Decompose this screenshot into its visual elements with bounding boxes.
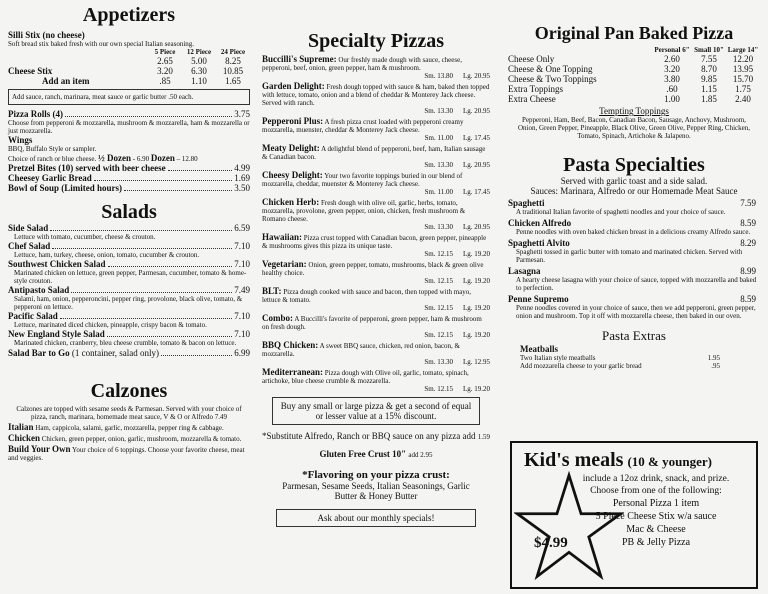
gluten-price: add 2.95 bbox=[408, 451, 433, 459]
dot-leader bbox=[71, 285, 232, 293]
specialty-item bbox=[262, 286, 490, 312]
kids-line2: Choose from one of the following: bbox=[590, 486, 722, 496]
specialty-list bbox=[262, 54, 490, 393]
add-p12: 1.10 bbox=[191, 76, 207, 86]
specialty-name: Chicken Herb: bbox=[262, 197, 320, 207]
kids-line1: include a 12oz drink, snack, and prize. bbox=[582, 474, 730, 484]
sauce-note: Add sauce, ranch, marinara, meat sauce or garlic butter .50 each. bbox=[8, 89, 250, 105]
salad-name: Pacific Salad bbox=[8, 311, 58, 321]
specialty-name: Pepperoni Plus: bbox=[262, 116, 324, 126]
pan-small: 7.55 bbox=[701, 54, 717, 64]
salad-desc: Salami, ham, onion, pepperoncini, pepper ring, provolone, black olive, tomato, & pepperoni on lettuce. bbox=[14, 295, 243, 311]
specialty-prices bbox=[262, 304, 490, 312]
pan-rows bbox=[508, 54, 760, 104]
price-large: Lg. 19.20 bbox=[462, 250, 490, 258]
meatball-name: Add mozzarella cheese to your garlic bread bbox=[520, 362, 642, 370]
specialty-desc: Pizza crust topped with Canadian bacon, green pepper, pineapple & mushrooms gives this pizza its unique taste. bbox=[262, 234, 487, 250]
specialty-prices bbox=[262, 358, 490, 366]
specialty-item bbox=[262, 143, 490, 169]
hdr-24: 24 Piece bbox=[220, 48, 246, 56]
specialty-name: Cheesy Delight: bbox=[262, 170, 323, 180]
price-large: Lg. 20.95 bbox=[462, 72, 490, 80]
hdr-large: Large 14" bbox=[727, 46, 759, 54]
specialty-item bbox=[262, 259, 490, 285]
pan-name: Cheese & Two Toppings bbox=[508, 74, 597, 84]
pasta-desc: A hearty cheese lasagna with your choice of sauce, topped with mozzarella and baked to perfection. bbox=[516, 276, 757, 292]
salad-row bbox=[8, 285, 250, 295]
substitute-text: *Substitute Alfredo, Ranch or BBQ sauce on any pizza add bbox=[262, 431, 476, 441]
price-small: Sm. 12.15 bbox=[424, 304, 453, 312]
garlic-bread-name: Cheesey Garlic Bread bbox=[8, 173, 92, 183]
pan-small: 1.85 bbox=[701, 94, 717, 104]
dot-leader bbox=[107, 329, 232, 337]
pretzel-row bbox=[8, 163, 250, 173]
salad-desc: Lettuce, marinated diced chicken, pineapple, crispy bacon & tomato. bbox=[14, 321, 207, 329]
specialty-desc: A sweet BBQ sauce, chicken, red onion, bacon, & mozzarella. bbox=[262, 342, 460, 358]
pasta-row bbox=[508, 266, 760, 276]
salad-bar-note: (1 container, salad only) bbox=[71, 348, 159, 358]
pasta-name: Penne Supremo bbox=[508, 294, 569, 304]
calzone-list bbox=[8, 422, 250, 462]
promo-box: Buy any small or large pizza & get a second of equal or lesser value at a 15% discount. bbox=[272, 397, 480, 425]
salad-price: 7.49 bbox=[234, 285, 250, 295]
specialty-desc: Your two favorite toppings buried in our blend of mozzarella, cheddar, muenster & Monterey Jack cheese. bbox=[262, 172, 463, 188]
meatball-row bbox=[508, 354, 760, 362]
pan-large: 1.75 bbox=[735, 84, 751, 94]
salad-price: 7.10 bbox=[234, 259, 250, 269]
kids-age: (10 & younger) bbox=[627, 454, 712, 469]
specialty-name: Combo: bbox=[262, 313, 293, 323]
salad-price: 7.10 bbox=[234, 241, 250, 251]
silli-title: Silli Stix (no cheese) bbox=[8, 30, 85, 40]
price-large: Lg. 20.95 bbox=[462, 107, 490, 115]
pasta-desc: Penne noodles covered in your choice of sauce, then we add pepperoni, green pepper, onion and mushroom. Top it off with mozzarella cheese, then baked in our oven. bbox=[516, 304, 756, 320]
salad-row bbox=[8, 259, 250, 269]
price-small: Sm. 12.15 bbox=[424, 250, 453, 258]
pasta-title: Pasta Specialties bbox=[563, 154, 705, 176]
pan-personal: 1.00 bbox=[664, 94, 680, 104]
salad-row bbox=[8, 329, 250, 339]
tempting-list: Pepperoni, Ham, Beef, Bacon, Canadian Bacon, Sausage, Anchovy, Mushroom, Onion, Green Pepper, Pineapple, Black Olive, Green Olive, Pepper Ring, Chicken, Tomato, Spinach, Artichoke & Jalapeno. bbox=[517, 116, 751, 140]
hdr-12: 12 Piece bbox=[186, 48, 212, 56]
dot-leader bbox=[52, 241, 232, 249]
pan-name: Cheese Only bbox=[508, 54, 555, 64]
pan-row bbox=[508, 94, 760, 104]
meatball-row bbox=[508, 362, 760, 370]
pasta-name: Lasagna bbox=[508, 266, 541, 276]
flavor-title: *Flavoring on your pizza crust: bbox=[302, 469, 450, 481]
salad-name: Chef Salad bbox=[8, 241, 51, 251]
left-column bbox=[8, 0, 250, 594]
price-large: Lg. 19.20 bbox=[462, 385, 490, 393]
salad-name: Southwest Chicken Salad bbox=[8, 259, 106, 269]
price-small: Sm. 12.15 bbox=[424, 331, 453, 339]
price-large: Lg. 17.45 bbox=[462, 188, 490, 196]
pan-personal: 2.60 bbox=[664, 54, 680, 64]
monthly-specials: Ask about our monthly specials! bbox=[276, 509, 476, 527]
specialty-item bbox=[262, 367, 490, 393]
calzone-desc: Chicken, green pepper, onion, garlic, mushroom, mozzarella & tomato. bbox=[41, 435, 242, 443]
pan-name: Extra Toppings bbox=[508, 84, 563, 94]
specialty-name: BLT: bbox=[262, 286, 282, 296]
pasta-price: 8.29 bbox=[740, 238, 756, 248]
add-item-name: Add an item bbox=[42, 76, 90, 86]
specialty-prices bbox=[262, 161, 490, 169]
specialty-item bbox=[262, 170, 490, 196]
pizza-rolls-name: Pizza Rolls (4) bbox=[8, 109, 63, 119]
specialty-prices bbox=[262, 72, 490, 80]
calzone-name: Italian bbox=[8, 422, 34, 432]
specialty-prices bbox=[262, 134, 490, 142]
pasta-sub2: Sauces: Marinara, Alfredo or our Homemade Meat Sauce bbox=[530, 186, 738, 196]
garlic-bread-price: 1.69 bbox=[234, 173, 250, 183]
meatball-name: Two Italian style meatballs bbox=[520, 354, 596, 362]
pan-large: 13.95 bbox=[732, 64, 754, 74]
half-price: - 6.90 bbox=[132, 155, 150, 163]
pasta-row bbox=[508, 294, 760, 304]
price-large: Lg. 12.95 bbox=[462, 358, 490, 366]
cheese-stix-row bbox=[8, 66, 250, 76]
salad-desc: Lettuce with tomato, cucumber, cheese & crouton. bbox=[14, 233, 156, 241]
specialty-name: Vegetarian: bbox=[262, 259, 307, 269]
pasta-row bbox=[508, 238, 760, 248]
wings-name: Wings bbox=[8, 135, 33, 145]
dot-leader bbox=[50, 223, 232, 231]
pasta-extras-title: Pasta Extras bbox=[602, 328, 666, 343]
pan-small: 1.15 bbox=[701, 84, 717, 94]
salad-list bbox=[8, 223, 250, 347]
pasta-desc: Spaghetti tossed in garlic butter with tomato and marinated chicken. Served with Parmesan. bbox=[516, 248, 743, 264]
pan-name: Extra Cheese bbox=[508, 94, 556, 104]
add-p5: .85 bbox=[159, 76, 171, 86]
wings-choice: Choice of ranch or blue cheese. bbox=[8, 155, 97, 163]
price-small: Sm. 13.30 bbox=[424, 107, 453, 115]
price-large: Lg. 19.20 bbox=[462, 277, 490, 285]
silli-p24: 8.25 bbox=[225, 56, 241, 66]
specialty-item bbox=[262, 116, 490, 142]
pizza-rolls-price: 3.75 bbox=[234, 109, 250, 119]
specialty-prices bbox=[262, 188, 490, 196]
price-large: Lg. 17.45 bbox=[462, 134, 490, 142]
pan-large: 15.70 bbox=[732, 74, 754, 84]
dozen: Dozen bbox=[150, 153, 175, 163]
specialty-title: Specialty Pizzas bbox=[307, 30, 445, 52]
specialty-prices bbox=[262, 223, 490, 231]
dozen-price: – 12.80 bbox=[176, 155, 198, 163]
calzones-title: Calzones bbox=[90, 380, 168, 402]
calzone-name: Chicken bbox=[8, 433, 41, 443]
cheese-p24: 10.85 bbox=[222, 66, 244, 76]
pasta-price: 8.59 bbox=[740, 294, 756, 304]
pan-row bbox=[508, 64, 760, 74]
add-p24: 1.65 bbox=[225, 76, 241, 86]
pan-personal: 3.80 bbox=[664, 74, 680, 84]
specialty-prices bbox=[262, 107, 490, 115]
dot-leader bbox=[108, 259, 233, 267]
add-item-row bbox=[8, 76, 250, 86]
salad-bar-row bbox=[8, 348, 250, 358]
pasta-price: 8.59 bbox=[740, 218, 756, 228]
pan-personal: .60 bbox=[666, 84, 678, 94]
specialty-desc: A delightful blend of pepperoni, beef, ham, Italian sausage & Canadian bacon. bbox=[262, 145, 486, 161]
salad-bar-name: Salad Bar to Go bbox=[8, 348, 70, 358]
specialty-desc: A fresh pizza crust loaded with pepperoni creamy mozzarella, muenster, cheddar & Monterey Jack cheese. bbox=[262, 118, 464, 134]
salad-name: Antipasto Salad bbox=[8, 285, 70, 295]
gluten-row bbox=[262, 449, 490, 459]
pan-row bbox=[508, 84, 760, 94]
pan-small: 9.85 bbox=[701, 74, 717, 84]
middle-column bbox=[262, 0, 490, 594]
pan-pizza-title: Original Pan Baked Pizza bbox=[534, 23, 734, 43]
calzone-desc: Your choice of 6 toppings. Choose your favorite cheese, meat and veggies. bbox=[8, 446, 245, 462]
salad-price: 7.10 bbox=[234, 329, 250, 339]
specialty-name: Meaty Delight: bbox=[262, 143, 320, 153]
kids-item: PB & Jelly Pizza bbox=[621, 537, 691, 548]
kids-item: 5 Piece Cheese Stix w/a sauce bbox=[595, 511, 717, 522]
kids-box bbox=[510, 441, 758, 589]
pan-row bbox=[508, 74, 760, 84]
pasta-list bbox=[508, 198, 760, 320]
pasta-row bbox=[508, 218, 760, 228]
specialty-name: Garden Delight: bbox=[262, 81, 325, 91]
specialty-item bbox=[262, 197, 490, 231]
calzone-item bbox=[8, 422, 250, 432]
specialty-item bbox=[262, 81, 490, 115]
pretzel-price: 4.99 bbox=[234, 163, 250, 173]
kids-items bbox=[562, 497, 750, 549]
specialty-item bbox=[262, 54, 490, 80]
silli-p5: 2.65 bbox=[157, 56, 173, 66]
pasta-row bbox=[508, 198, 760, 208]
calzone-desc: Ham, cappicola, salami, garlic, mozzarella, pepper ring & cabbage. bbox=[35, 424, 224, 432]
salad-row bbox=[8, 223, 250, 233]
pretzel-name: Pretzel Bites (10) served with beer cheese bbox=[8, 163, 166, 173]
cheese-stix-name: Cheese Stix bbox=[8, 66, 53, 76]
salad-desc: Marinated chicken on lettuce, green pepper, Parmesan, cucumber, tomato & home-style crouton. bbox=[14, 269, 247, 285]
pan-name: Cheese & One Topping bbox=[508, 64, 593, 74]
salad-bar-price: 6.99 bbox=[234, 348, 250, 358]
meatball-price: 1.95 bbox=[707, 354, 720, 362]
price-large: Lg. 20.95 bbox=[462, 223, 490, 231]
hdr-small: Small 10" bbox=[694, 46, 724, 54]
silli-row bbox=[8, 56, 250, 66]
specialty-item bbox=[262, 232, 490, 258]
kids-title-row bbox=[524, 449, 712, 472]
cheese-p5: 3.20 bbox=[157, 66, 173, 76]
specialty-desc: Pizza dough with Olive oil, garlic, tomato, spinach, artichoke, blue cheese crumble & mozzarella. bbox=[262, 369, 469, 385]
meatball-price: .95 bbox=[711, 362, 720, 370]
salad-price: 7.10 bbox=[234, 311, 250, 321]
silli-headers bbox=[8, 48, 250, 56]
price-small: Sm. 13.30 bbox=[424, 358, 453, 366]
price-large: Lg. 19.20 bbox=[462, 304, 490, 312]
specialty-prices bbox=[262, 277, 490, 285]
kids-price: $4.99 bbox=[534, 535, 568, 551]
pan-large: 12.20 bbox=[732, 54, 754, 64]
flavor-list: Parmesan, Sesame Seeds, Italian Seasonings, Garlic Butter & Honey Butter bbox=[282, 481, 470, 501]
pasta-desc: A traditional Italian favorite of spaghetti noodles and your choice of sauce. bbox=[516, 208, 726, 216]
specialty-name: Hawaiian: bbox=[262, 232, 303, 242]
dot-leader bbox=[60, 311, 233, 319]
appetizers-title: Appetizers bbox=[82, 4, 176, 26]
salad-desc: Marinated chicken, cranberry, bleu cheese crumble, tomato & bacon on lettuce. bbox=[14, 339, 237, 347]
specialty-prices bbox=[262, 385, 490, 393]
price-small: Sm. 11.00 bbox=[424, 188, 453, 196]
salad-row bbox=[8, 241, 250, 251]
pan-personal: 3.20 bbox=[664, 64, 680, 74]
price-large: Lg. 19.20 bbox=[462, 331, 490, 339]
price-small: Sm. 11.00 bbox=[424, 134, 453, 142]
calzones-intro: Calzones are topped with sesame seeds & Parmesan. Served with your choice of pizza, ranch, marinara, homemade meat sauce, V & O or Alfredo 7.49 bbox=[16, 405, 242, 421]
substitute-price: 1.59 bbox=[477, 433, 490, 441]
substitute-note bbox=[262, 431, 490, 441]
hdr-5: 5 Piece bbox=[154, 48, 176, 56]
price-large: Lg. 20.95 bbox=[462, 161, 490, 169]
pizza-rolls-row bbox=[8, 109, 250, 119]
specialty-desc: Fresh dough topped with sauce & ham, baked then topped with lettuce, tomato, onion and a blend of cheddar & Monterey Jack cheese. Served with ranch. bbox=[262, 83, 490, 107]
specialty-desc: Onion, green pepper, tomato, mushrooms, black & green olive healthy choice. bbox=[262, 261, 484, 277]
salad-desc: Lettuce, ham, turkey, cheese, onion, tomato, cucumber & crouton. bbox=[14, 251, 200, 259]
pasta-price: 7.59 bbox=[740, 198, 756, 208]
price-small: Sm. 12.15 bbox=[424, 277, 453, 285]
specialty-desc: Pizza dough cooked with sauce and bacon, then topped with mayo, lettuce & tomato. bbox=[262, 288, 472, 304]
soup-note: (Limited hours) bbox=[61, 183, 123, 193]
calzone-name: Build Your Own bbox=[8, 444, 71, 454]
specialty-item bbox=[262, 313, 490, 339]
pasta-name: Spaghetti bbox=[508, 198, 545, 208]
pasta-price: 8.99 bbox=[740, 266, 756, 276]
salads-title: Salads bbox=[101, 201, 157, 223]
gluten-name: Gluten Free Crust 10" bbox=[319, 449, 407, 459]
specialty-desc: Our freshly made dough with sauce, cheese, pepperoni, beef, onion, green pepper, ham & mushroom. bbox=[262, 56, 462, 72]
half-dozen: ½ Dozen bbox=[98, 153, 131, 163]
silli-p12: 5.00 bbox=[191, 56, 207, 66]
soup-name: Bowl of Soup bbox=[8, 183, 60, 193]
kids-item: Personal Pizza 1 item bbox=[612, 498, 700, 509]
kids-title: Kid's meals bbox=[524, 449, 624, 471]
pan-row bbox=[508, 54, 760, 64]
specialty-prices bbox=[262, 331, 490, 339]
price-small: Sm. 13.30 bbox=[424, 161, 453, 169]
salad-price: 6.59 bbox=[234, 223, 250, 233]
meatball-rows bbox=[508, 354, 760, 370]
soup-price: 3.50 bbox=[234, 183, 250, 193]
calzone-item bbox=[8, 444, 250, 462]
pizza-rolls-desc: Choose from pepperoni & mozzarella, mushroom & mozzarella, ham & mozzarella or just mozzarella. bbox=[8, 119, 250, 135]
pasta-sub1: Served with garlic toast and a side salad. bbox=[560, 176, 708, 186]
price-small: Sm. 12.15 bbox=[424, 385, 453, 393]
salad-name: Side Salad bbox=[8, 223, 49, 233]
specialty-name: BBQ Chicken: bbox=[262, 340, 319, 350]
meatballs-title: Meatballs bbox=[520, 344, 558, 354]
wings-desc: BBQ, Buffalo Style or sampler. bbox=[8, 145, 97, 153]
specialty-item bbox=[262, 340, 490, 366]
kids-info bbox=[562, 473, 750, 549]
pasta-name: Spaghetti Alvito bbox=[508, 238, 570, 248]
right-column bbox=[508, 0, 760, 594]
cheese-p12: 6.30 bbox=[191, 66, 207, 76]
pan-large: 2.40 bbox=[735, 94, 751, 104]
pasta-name: Chicken Alfredo bbox=[508, 218, 572, 228]
tempting-title: Tempting Toppings bbox=[599, 106, 669, 116]
kids-item: Mac & Cheese bbox=[626, 524, 686, 535]
pasta-desc: Penne noodles with oven baked chicken breast in a delicious creamy Alfredo sauce. bbox=[516, 228, 751, 236]
silli-desc: Soft bread stix baked fresh with our own special Italian seasoning. bbox=[8, 40, 195, 48]
calzone-item bbox=[8, 433, 250, 443]
wings-choice-row bbox=[8, 153, 250, 163]
specialty-prices bbox=[262, 250, 490, 258]
salad-row bbox=[8, 311, 250, 321]
specialty-name: Mediterranean: bbox=[262, 367, 323, 377]
price-small: Sm. 13.30 bbox=[424, 223, 453, 231]
specialty-name: Buccilli's Supreme: bbox=[262, 54, 337, 64]
specialty-desc: A Buccilli's favorite of pepperoni, green pepper, ham & mushroom on fresh dough. bbox=[262, 315, 482, 331]
soup-row bbox=[8, 183, 250, 193]
hdr-personal: Personal 6" bbox=[654, 46, 690, 54]
garlic-bread-row bbox=[8, 173, 250, 183]
pan-headers bbox=[508, 46, 760, 54]
price-small: Sm. 13.80 bbox=[424, 72, 453, 80]
salad-name: New England Style Salad bbox=[8, 329, 105, 339]
pan-small: 8.70 bbox=[701, 64, 717, 74]
specialty-desc: Fresh dough with olive oil, garlic, herbs, tomato, mozzarella, provolone, green pepper, onion, chicken, fresh mushroom & Romano cheese. bbox=[262, 199, 466, 223]
